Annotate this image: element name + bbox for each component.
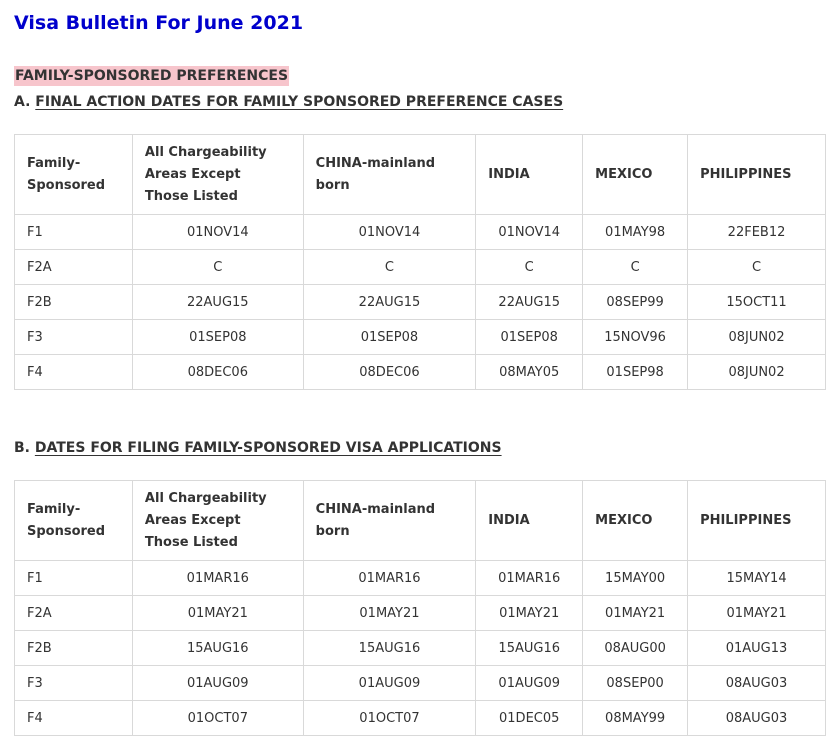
row-label: F4: [15, 701, 133, 736]
date-cell: 15NOV96: [583, 320, 688, 355]
date-cell: 08MAY05: [476, 355, 583, 390]
column-header: MEXICO: [583, 481, 688, 561]
date-cell: 08MAY99: [583, 701, 688, 736]
date-cell: 01SEP08: [476, 320, 583, 355]
date-cell: C: [132, 250, 303, 285]
date-cell: 01MAY21: [476, 596, 583, 631]
date-cell: C: [583, 250, 688, 285]
row-label: F2B: [15, 631, 133, 666]
date-cell: 22AUG15: [476, 285, 583, 320]
row-label: F1: [15, 215, 133, 250]
header-row: [15, 481, 826, 561]
date-cell: 08DEC06: [132, 355, 303, 390]
column-header: INDIA: [476, 135, 583, 215]
table-a-title: FINAL ACTION DATES FOR FAMILY SPONSORED PREFERENCE CASES: [35, 94, 564, 110]
row-label: F2A: [15, 596, 133, 631]
date-cell: 01AUG09: [132, 666, 303, 701]
column-header: Family- Sponsored: [15, 135, 133, 215]
date-cell: C: [303, 250, 476, 285]
page-title: Visa Bulletin For June 2021: [14, 12, 304, 34]
date-cell: 01MAY21: [132, 596, 303, 631]
date-cell: 22AUG15: [132, 285, 303, 320]
date-cell: C: [688, 250, 826, 285]
row-label: F2A: [15, 250, 133, 285]
table-row: [15, 355, 826, 390]
row-label: F4: [15, 355, 133, 390]
date-cell: 01MAY21: [688, 596, 826, 631]
row-label: F3: [15, 666, 133, 701]
date-cell: 01AUG13: [688, 631, 826, 666]
header-row: [15, 135, 826, 215]
date-cell: 08SEP00: [583, 666, 688, 701]
date-cell: 01SEP08: [132, 320, 303, 355]
date-cell: 01AUG09: [476, 666, 583, 701]
date-cell: 08JUN02: [688, 355, 826, 390]
table-row: [15, 666, 826, 701]
column-header: All Chargeability Areas Except Those Listed: [132, 135, 303, 215]
column-header: PHILIPPINES: [688, 135, 826, 215]
table-b-prefix: B.: [14, 440, 30, 456]
date-cell: 01NOV14: [303, 215, 476, 250]
date-cell: 01SEP98: [583, 355, 688, 390]
table-b-heading: [14, 438, 502, 458]
column-header: CHINA-mainland born: [303, 135, 476, 215]
table-row: [15, 561, 826, 596]
date-cell: 15MAY14: [688, 561, 826, 596]
date-cell: 08AUG00: [583, 631, 688, 666]
table-b-title: DATES FOR FILING FAMILY-SPONSORED VISA APPLICATIONS: [34, 440, 502, 456]
section-heading: FAMILY-SPONSORED PREFERENCES: [15, 68, 289, 84]
date-cell: 01DEC05: [476, 701, 583, 736]
date-cell: 22FEB12: [688, 215, 826, 250]
date-cell: 15MAY00: [583, 561, 688, 596]
date-cell: 01MAR16: [476, 561, 583, 596]
date-cell: 01AUG09: [303, 666, 476, 701]
date-cell: 01SEP08: [303, 320, 476, 355]
column-header: MEXICO: [583, 135, 688, 215]
date-cell: 01NOV14: [132, 215, 303, 250]
date-cell: 15OCT11: [688, 285, 826, 320]
date-cell: 01MAY98: [583, 215, 688, 250]
date-cell: 01MAR16: [132, 561, 303, 596]
date-cell: C: [476, 250, 583, 285]
table-a-heading: [14, 92, 563, 112]
row-label: F3: [15, 320, 133, 355]
table-row: [15, 701, 826, 736]
column-header: INDIA: [476, 481, 583, 561]
date-cell: 15AUG16: [132, 631, 303, 666]
table-row: [15, 320, 826, 355]
table-row: [15, 631, 826, 666]
date-cell: 01NOV14: [476, 215, 583, 250]
table-row: [15, 596, 826, 631]
date-cell: 08JUN02: [688, 320, 826, 355]
table-row: [15, 250, 826, 285]
table-a-prefix: A.: [14, 94, 31, 110]
date-cell: 01MAY21: [583, 596, 688, 631]
date-cell: 08AUG03: [688, 701, 826, 736]
final-action-dates-table: [14, 134, 826, 390]
row-label: F1: [15, 561, 133, 596]
date-cell: 15AUG16: [476, 631, 583, 666]
column-header: CHINA-mainland born: [303, 481, 476, 561]
date-cell: 08DEC06: [303, 355, 476, 390]
row-label: F2B: [15, 285, 133, 320]
column-header: Family- Sponsored: [15, 481, 133, 561]
date-cell: 01MAY21: [303, 596, 476, 631]
date-cell: 08SEP99: [583, 285, 688, 320]
date-cell: 22AUG15: [303, 285, 476, 320]
date-cell: 01MAR16: [303, 561, 476, 596]
dates-for-filing-table: [14, 480, 826, 736]
table-row: [15, 215, 826, 250]
table-row: [15, 285, 826, 320]
date-cell: 08AUG03: [688, 666, 826, 701]
column-header: All Chargeability Areas Except Those Listed: [132, 481, 303, 561]
column-header: PHILIPPINES: [688, 481, 826, 561]
date-cell: 01OCT07: [132, 701, 303, 736]
date-cell: 01OCT07: [303, 701, 476, 736]
date-cell: 15AUG16: [303, 631, 476, 666]
